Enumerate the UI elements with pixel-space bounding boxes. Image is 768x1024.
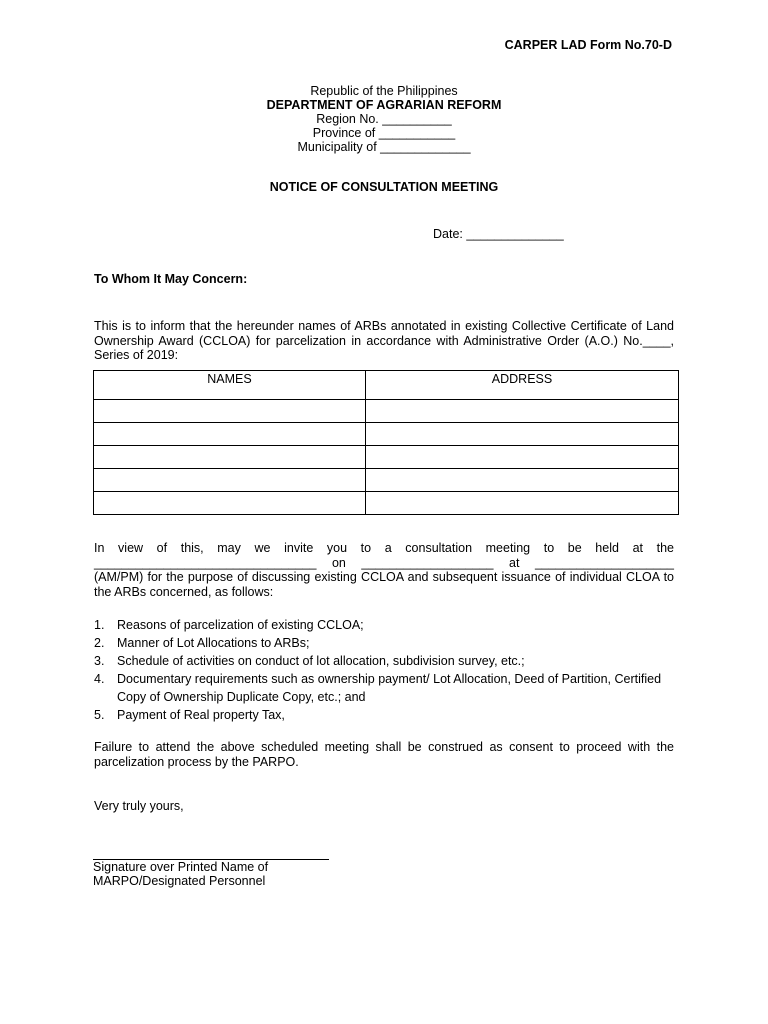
- list-item-number: 3.: [94, 654, 105, 668]
- list-item: [94, 616, 674, 634]
- failure-paragraph: Failure to attend the above scheduled meeting shall be construed as consent to proceed with the parcelization process by the PARPO.: [94, 740, 674, 769]
- list-item-number: 2.: [94, 636, 105, 650]
- table-row: [94, 492, 679, 515]
- list-item-text: Manner of Lot Allocations to ARBs;: [117, 636, 310, 650]
- purpose-list: [94, 616, 674, 724]
- intro-paragraph: This is to inform that the hereunder names of ARBs annotated in existing Collective Certificate of Land Ownership Award (CCLOA) for parcelization in accordance with Administrative Order (A.O.) No.____, Series of 2019:: [94, 319, 674, 362]
- list-item: [94, 706, 674, 724]
- list-item: [94, 670, 674, 706]
- address-cell: [366, 492, 679, 515]
- table-row: [94, 446, 679, 469]
- address-cell: [366, 400, 679, 423]
- province-line: Province of ___________: [312, 126, 456, 140]
- salutation: To Whom It May Concern:: [94, 272, 248, 286]
- list-item-text: Schedule of activities on conduct of lot allocation, subdivision survey, etc.;: [117, 654, 525, 668]
- name-cell: [94, 446, 366, 469]
- address-cell: [366, 423, 679, 446]
- names-column-header: NAMES: [94, 371, 366, 400]
- table-row: [94, 400, 679, 423]
- list-item-text: Documentary requirements such as ownership payment/ Lot Allocation, Deed of Partition, Certified Copy of Ownership Duplicate Copy, etc.; and: [117, 672, 662, 704]
- notice-title: NOTICE OF CONSULTATION MEETING: [269, 180, 499, 194]
- list-item: [94, 634, 674, 652]
- list-item-text: Payment of Real property Tax,: [117, 708, 285, 722]
- date-line: Date: ______________: [433, 227, 564, 241]
- country-name: Republic of the Philippines: [310, 84, 458, 98]
- signatory-title: MARPO/Designated Personnel: [93, 874, 266, 888]
- signature-caption: Signature over Printed Name of: [93, 860, 269, 874]
- list-item: [94, 652, 674, 670]
- form-number: CARPER LAD Form No.70-D: [504, 38, 672, 52]
- address-cell: [366, 446, 679, 469]
- arb-table: [93, 370, 679, 515]
- name-cell: [94, 492, 366, 515]
- municipality-line: Municipality of _____________: [297, 140, 471, 154]
- invitation-paragraph: In view of this, may we invite you to a consultation meeting to be held at the ________________________________ on ___________________ at ____________________ (AM/PM) for the purpose of discussing existing CCLOA and subsequent issuance of individual CLOA to the ARBs concerned, as follows:: [94, 541, 674, 599]
- name-cell: [94, 423, 366, 446]
- table-row: [94, 469, 679, 492]
- address-cell: [366, 469, 679, 492]
- department-name: DEPARTMENT OF AGRARIAN REFORM: [266, 98, 502, 112]
- address-column-header: ADDRESS: [366, 371, 679, 400]
- region-line: Region No. __________: [316, 112, 452, 126]
- list-item-number: 5.: [94, 708, 105, 722]
- signature-block: [93, 860, 268, 888]
- name-cell: [94, 400, 366, 423]
- closing-phrase: Very truly yours,: [94, 799, 184, 813]
- name-cell: [94, 469, 366, 492]
- list-item-text: Reasons of parcelization of existing CCLOA;: [117, 618, 364, 632]
- table-header-row: [94, 371, 679, 400]
- letterhead: [0, 84, 768, 154]
- table-row: [94, 423, 679, 446]
- list-item-number: 4.: [94, 672, 105, 686]
- list-item-number: 1.: [94, 618, 105, 632]
